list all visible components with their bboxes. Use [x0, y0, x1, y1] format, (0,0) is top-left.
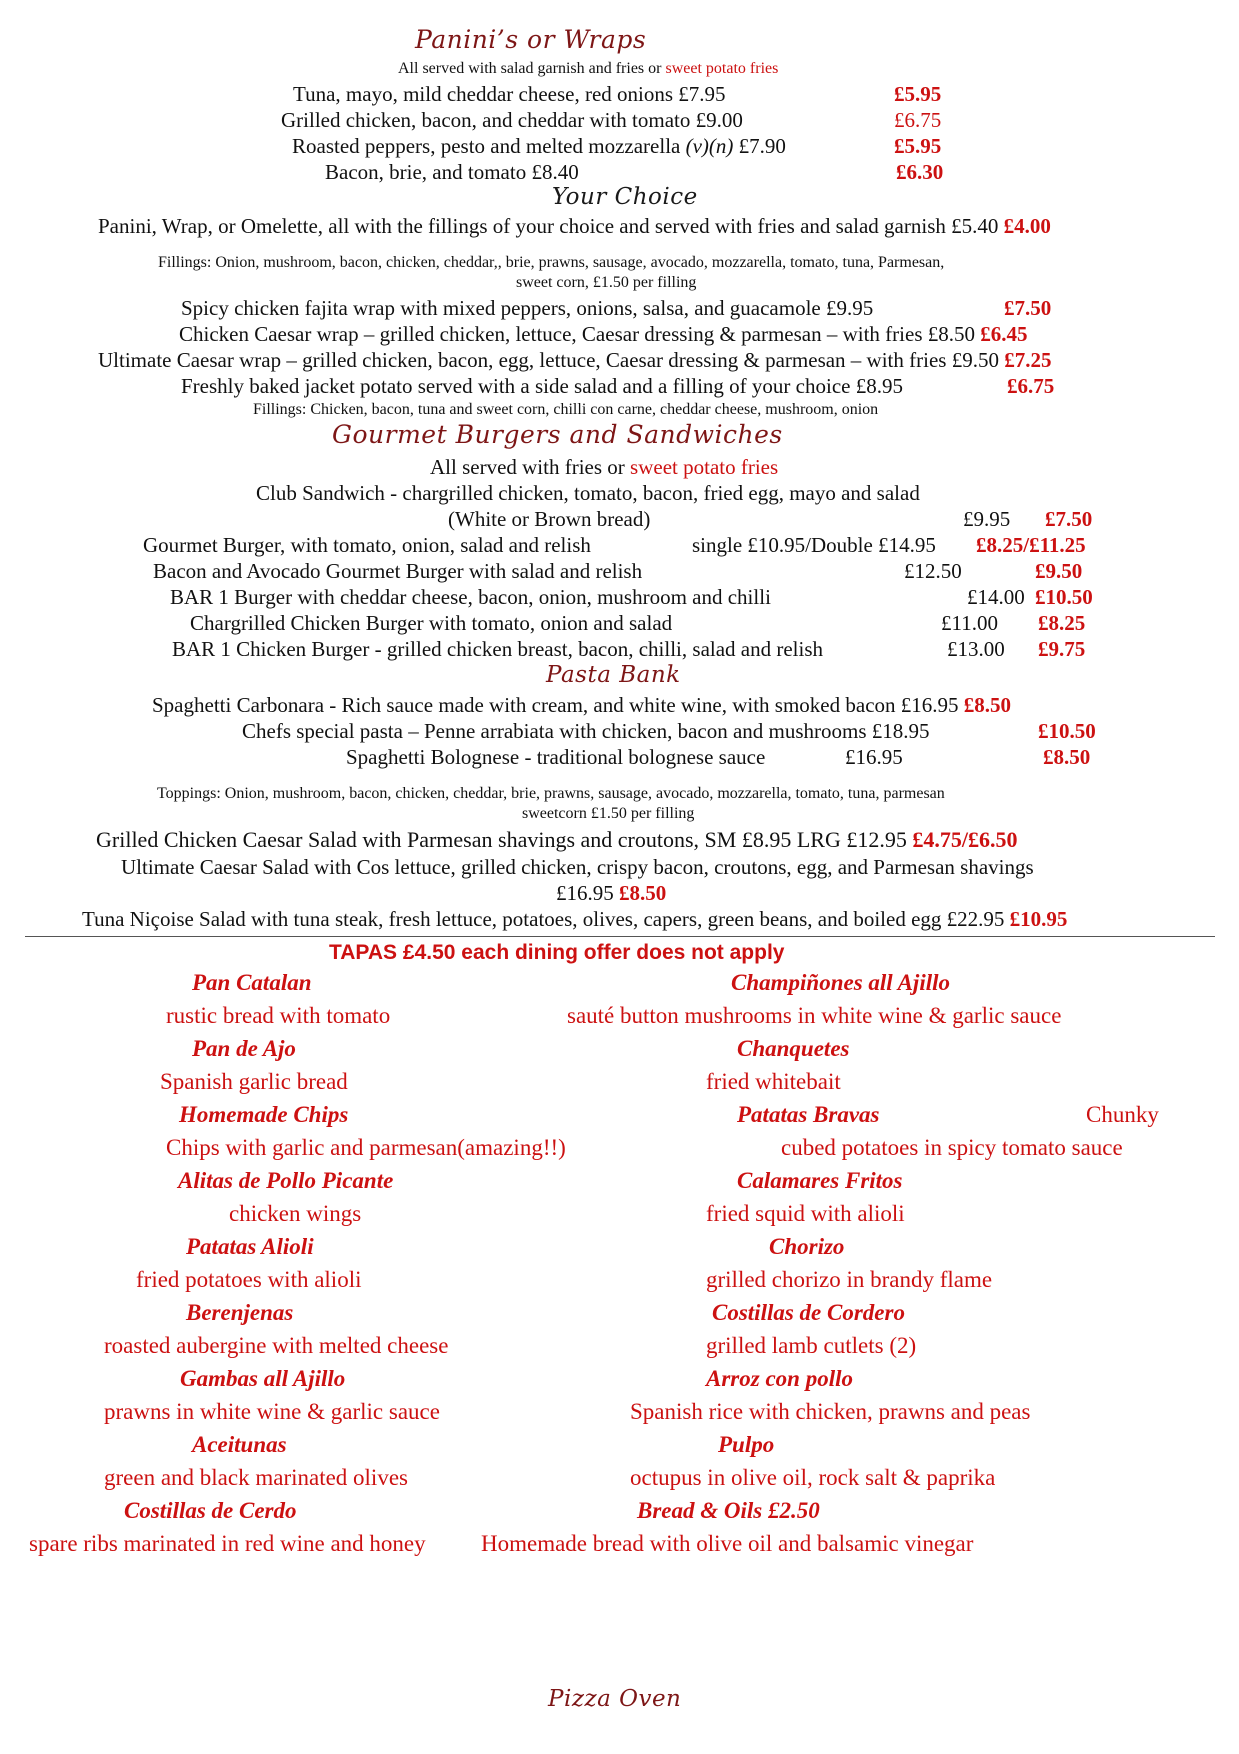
burgers-subtitle-sweet: sweet potato fries [630, 455, 779, 479]
gourmet-burger-name: Gourmet Burger, with tomato, onion, salad and relish [143, 533, 591, 557]
caesar-salad-text: Grilled Chicken Caesar Salad with Parmesan shavings and croutons, SM £8.95 LRG £12.95 [96, 827, 907, 852]
bolognese-price: £8.50 [1043, 745, 1091, 769]
club-sandwich-line-2: (White or Brown bread) [448, 507, 651, 531]
paninis-item-1-name: Tuna, mayo, mild cheddar cheese, red onions £7.95 [293, 82, 726, 106]
jacket-potato-price: £6.75 [1007, 374, 1055, 398]
burgers-subtitle-text: All served with fries or [430, 455, 625, 479]
bar1-burger-name: BAR 1 Burger with cheddar cheese, bacon, onion, mushroom and chilli [170, 585, 771, 609]
tapas-right-4-desc: fried squid with alioli [706, 1201, 905, 1226]
tapas-left-8-name: Aceitunas [192, 1432, 287, 1457]
ultimate-caesar-salad-line-2 [556, 881, 666, 906]
ultimate-caesar-wrap-price: £7.25 [1004, 348, 1052, 372]
tapas-right-6-name: Costillas de Cordero [712, 1300, 905, 1325]
club-sandwich-old-price: £9.95 [963, 507, 1011, 531]
bar1-chicken-burger-price: £9.75 [1038, 637, 1086, 661]
tapas-left-5-name: Patatas Alioli [186, 1234, 314, 1259]
tapas-left-9-name: Costillas de Cerdo [124, 1498, 297, 1523]
fajita-wrap-price: £7.50 [1004, 296, 1052, 320]
caesar-salad-price: £4.75/£6.50 [912, 827, 1018, 852]
tapas-right-3-name: Patatas Bravas [737, 1102, 880, 1127]
tapas-right-6-desc: grilled lamb cutlets (2) [706, 1333, 917, 1358]
carbonara-text: Spaghetti Carbonara - Rich sauce made with cream, and white wine, with smoked bacon £16.95 [152, 693, 959, 717]
paninis-item-3-name [292, 134, 786, 159]
pizza-oven-title: Pizza Oven [548, 1686, 682, 1712]
tapas-right-5-name: Chorizo [769, 1234, 845, 1259]
chefs-special-pasta-price: £10.50 [1038, 719, 1096, 743]
gourmet-burger-old-price: single £10.95/Double £14.95 [692, 533, 936, 557]
burgers-subtitle [430, 455, 778, 480]
carbonara-price: £8.50 [963, 693, 1012, 717]
your-choice-fillings-line-2: sweet corn, £1.50 per filling [516, 274, 697, 291]
ultimate-caesar-salad-price: £8.50 [619, 881, 667, 905]
jacket-potato-fillings: Fillings: Chicken, bacon, tuna and sweet corn, chilli con carne, cheddar cheese, mushroom, onion [253, 401, 879, 418]
bar1-burger-old-price: £14.00 [967, 585, 1025, 609]
your-choice-price: £4.00 [1003, 214, 1051, 238]
carbonara-name [152, 693, 1011, 718]
tapas-left-4-desc: chicken wings [229, 1201, 362, 1226]
caesar-wrap-text: Chicken Caesar wrap – grilled chicken, lettuce, Caesar dressing & parmesan – with fries £8.50 [179, 322, 976, 346]
tapas-left-7-name: Gambas all Ajillo [180, 1366, 346, 1391]
tapas-left-9-desc: spare ribs marinated in red wine and honey [29, 1531, 426, 1556]
caesar-wrap-name [179, 322, 1028, 347]
paninis-subtitle-sweet: sweet potato fries [665, 60, 779, 77]
tapas-right-5-desc: grilled chorizo in brandy flame [706, 1267, 993, 1292]
tapas-right-2-name: Chanquetes [737, 1036, 850, 1061]
paninis-item-4-price: £6.30 [896, 160, 944, 184]
tapas-right-2-desc: fried whitebait [706, 1069, 841, 1094]
bar1-chicken-burger-name: BAR 1 Chicken Burger - grilled chicken breast, bacon, chilli, salad and relish [172, 637, 824, 661]
tapas-left-1-name: Pan Catalan [192, 970, 312, 995]
tapas-right-3-desc: cubed potatoes in spicy tomato sauce [781, 1135, 1123, 1160]
chargrilled-chicken-burger-price: £8.25 [1038, 611, 1086, 635]
bacon-avocado-burger-old-price: £12.50 [904, 559, 962, 583]
tapas-left-3-desc: Chips with garlic and parmesan(amazing!!) [166, 1135, 566, 1160]
ultimate-caesar-wrap-name [98, 348, 1051, 373]
tapas-left-7-desc: prawns in white wine & garlic sauce [104, 1399, 440, 1424]
paninis-title: Panini’s or Wraps [415, 25, 647, 54]
caesar-salad [96, 827, 1017, 853]
paninis-subtitle-text: All served with salad garnish and fries or [398, 60, 662, 77]
paninis-item-4-name: Bacon, brie, and tomato £8.40 [325, 160, 579, 184]
tapas-left-6-name: Berenjenas [186, 1300, 294, 1325]
tapas-heading: TAPAS £4.50 each dining offer does not apply [329, 941, 785, 964]
club-sandwich-price: £7.50 [1045, 507, 1093, 531]
tapas-right-4-name: Calamares Fritos [737, 1168, 903, 1193]
chefs-special-pasta-name: Chefs special pasta – Penne arrabiata with chicken, bacon and mushrooms £18.95 [242, 719, 930, 743]
paninis-item-3-price: £5.95 [894, 134, 942, 158]
tapas-left-1-desc: rustic bread with tomato [166, 1003, 391, 1028]
paninis-item-1-price: £5.95 [894, 82, 942, 106]
tapas-right-7-name: Arroz con pollo [706, 1366, 853, 1391]
ultimate-caesar-wrap-text: Ultimate Caesar wrap – grilled chicken, bacon, egg, lettuce, Caesar dressing & parmesan – with fries £9.50 [98, 348, 999, 372]
jacket-potato-name: Freshly baked jacket potato served with a side salad and a filling of your choice £8.95 [181, 374, 903, 398]
tapas-right-8-desc: octupus in olive oil, rock salt & paprika [630, 1465, 996, 1490]
your-choice-line [98, 214, 1051, 239]
bar1-chicken-burger-old-price: £13.00 [947, 637, 1005, 661]
tapas-left-2-name: Pan de Ajo [192, 1036, 296, 1061]
tapas-right-1-name: Champiñones all Ajillo [731, 970, 950, 995]
tapas-right-9-name: Bread & Oils £2.50 [637, 1498, 820, 1523]
chargrilled-chicken-burger-name: Chargrilled Chicken Burger with tomato, onion and salad [190, 611, 673, 635]
paninis-item-2-name: Grilled chicken, bacon, and cheddar with tomato £9.00 [281, 108, 743, 132]
tapas-left-5-desc: fried potatoes with alioli [136, 1267, 362, 1292]
nicoise-salad-price: £10.95 [1009, 907, 1068, 931]
bar1-burger-price: £10.50 [1035, 585, 1093, 609]
tapas-left-4-name: Alitas de Pollo Picante [178, 1168, 394, 1193]
tapas-right-9-desc: Homemade bread with olive oil and balsamic vinegar [481, 1531, 974, 1556]
tapas-right-8-name: Pulpo [718, 1432, 775, 1457]
nicoise-salad [82, 907, 1067, 932]
paninis-item-3-text: Roasted peppers, pesto and melted mozzarella [292, 134, 681, 158]
your-choice-fillings-line-1: Fillings: Onion, mushroom, bacon, chicken, cheddar,, brie, prawns, sausage, avocado, mozzarella, tomato, tuna, Parmesan, [158, 254, 945, 271]
pasta-title: Pasta Bank [546, 662, 681, 688]
tapas-right-3-extra: Chunky [1086, 1102, 1159, 1127]
paninis-subtitle [398, 60, 778, 78]
pasta-toppings-line-2: sweetcorn £1.50 per filling [522, 805, 695, 822]
bacon-avocado-burger-price: £9.50 [1035, 559, 1083, 583]
gourmet-burger-price: £8.25/£11.25 [976, 533, 1086, 557]
pasta-toppings-line-1: Toppings: Onion, mushroom, bacon, chicken, cheddar, brie, prawns, sausage, avocado, mozzarella, tomato, tuna, parmesan [157, 785, 945, 802]
burgers-title: Gourmet Burgers and Sandwiches [332, 420, 783, 449]
your-choice-text: Panini, Wrap, or Omelette, all with the fillings of your choice and served with fries and salad garnish £5.40 [98, 214, 999, 238]
tapas-left-3-name: Homemade Chips [179, 1102, 349, 1127]
paninis-item-3-old-price: £7.90 [738, 134, 786, 158]
tapas-right-1-desc: sauté button mushrooms in white wine & garlic sauce [567, 1003, 1062, 1028]
paninis-item-3-tags: (v)(n) [685, 134, 734, 158]
bolognese-old-price: £16.95 [845, 745, 903, 769]
your-choice-title: Your Choice [552, 184, 698, 210]
tapas-left-8-desc: green and black marinated olives [104, 1465, 408, 1490]
bacon-avocado-burger-name: Bacon and Avocado Gourmet Burger with salad and relish [153, 559, 643, 583]
chargrilled-chicken-burger-old-price: £11.00 [941, 611, 998, 635]
bolognese-name: Spaghetti Bolognese - traditional bolognese sauce [346, 745, 766, 769]
club-sandwich-line-1: Club Sandwich - chargrilled chicken, tomato, bacon, fried egg, mayo and salad [256, 481, 920, 505]
tapas-right-7-desc: Spanish rice with chicken, prawns and peas [630, 1399, 1031, 1424]
fajita-wrap-name: Spicy chicken fajita wrap with mixed peppers, onions, salsa, and guacamole £9.95 [181, 296, 874, 320]
ultimate-caesar-salad-old-price: £16.95 [556, 881, 614, 905]
paninis-item-2-price: £6.75 [894, 108, 942, 132]
section-divider [25, 936, 1215, 937]
tapas-left-6-desc: roasted aubergine with melted cheese [104, 1333, 449, 1358]
tapas-left-2-desc: Spanish garlic bread [160, 1069, 348, 1094]
nicoise-salad-text: Tuna Niçoise Salad with tuna steak, fresh lettuce, potatoes, olives, capers, green beans, and boiled egg £22.95 [82, 907, 1005, 931]
ultimate-caesar-salad-line-1: Ultimate Caesar Salad with Cos lettuce, grilled chicken, crispy bacon, croutons, egg, and Parmesan shavings [121, 855, 1034, 879]
caesar-wrap-price: £6.45 [980, 322, 1028, 346]
